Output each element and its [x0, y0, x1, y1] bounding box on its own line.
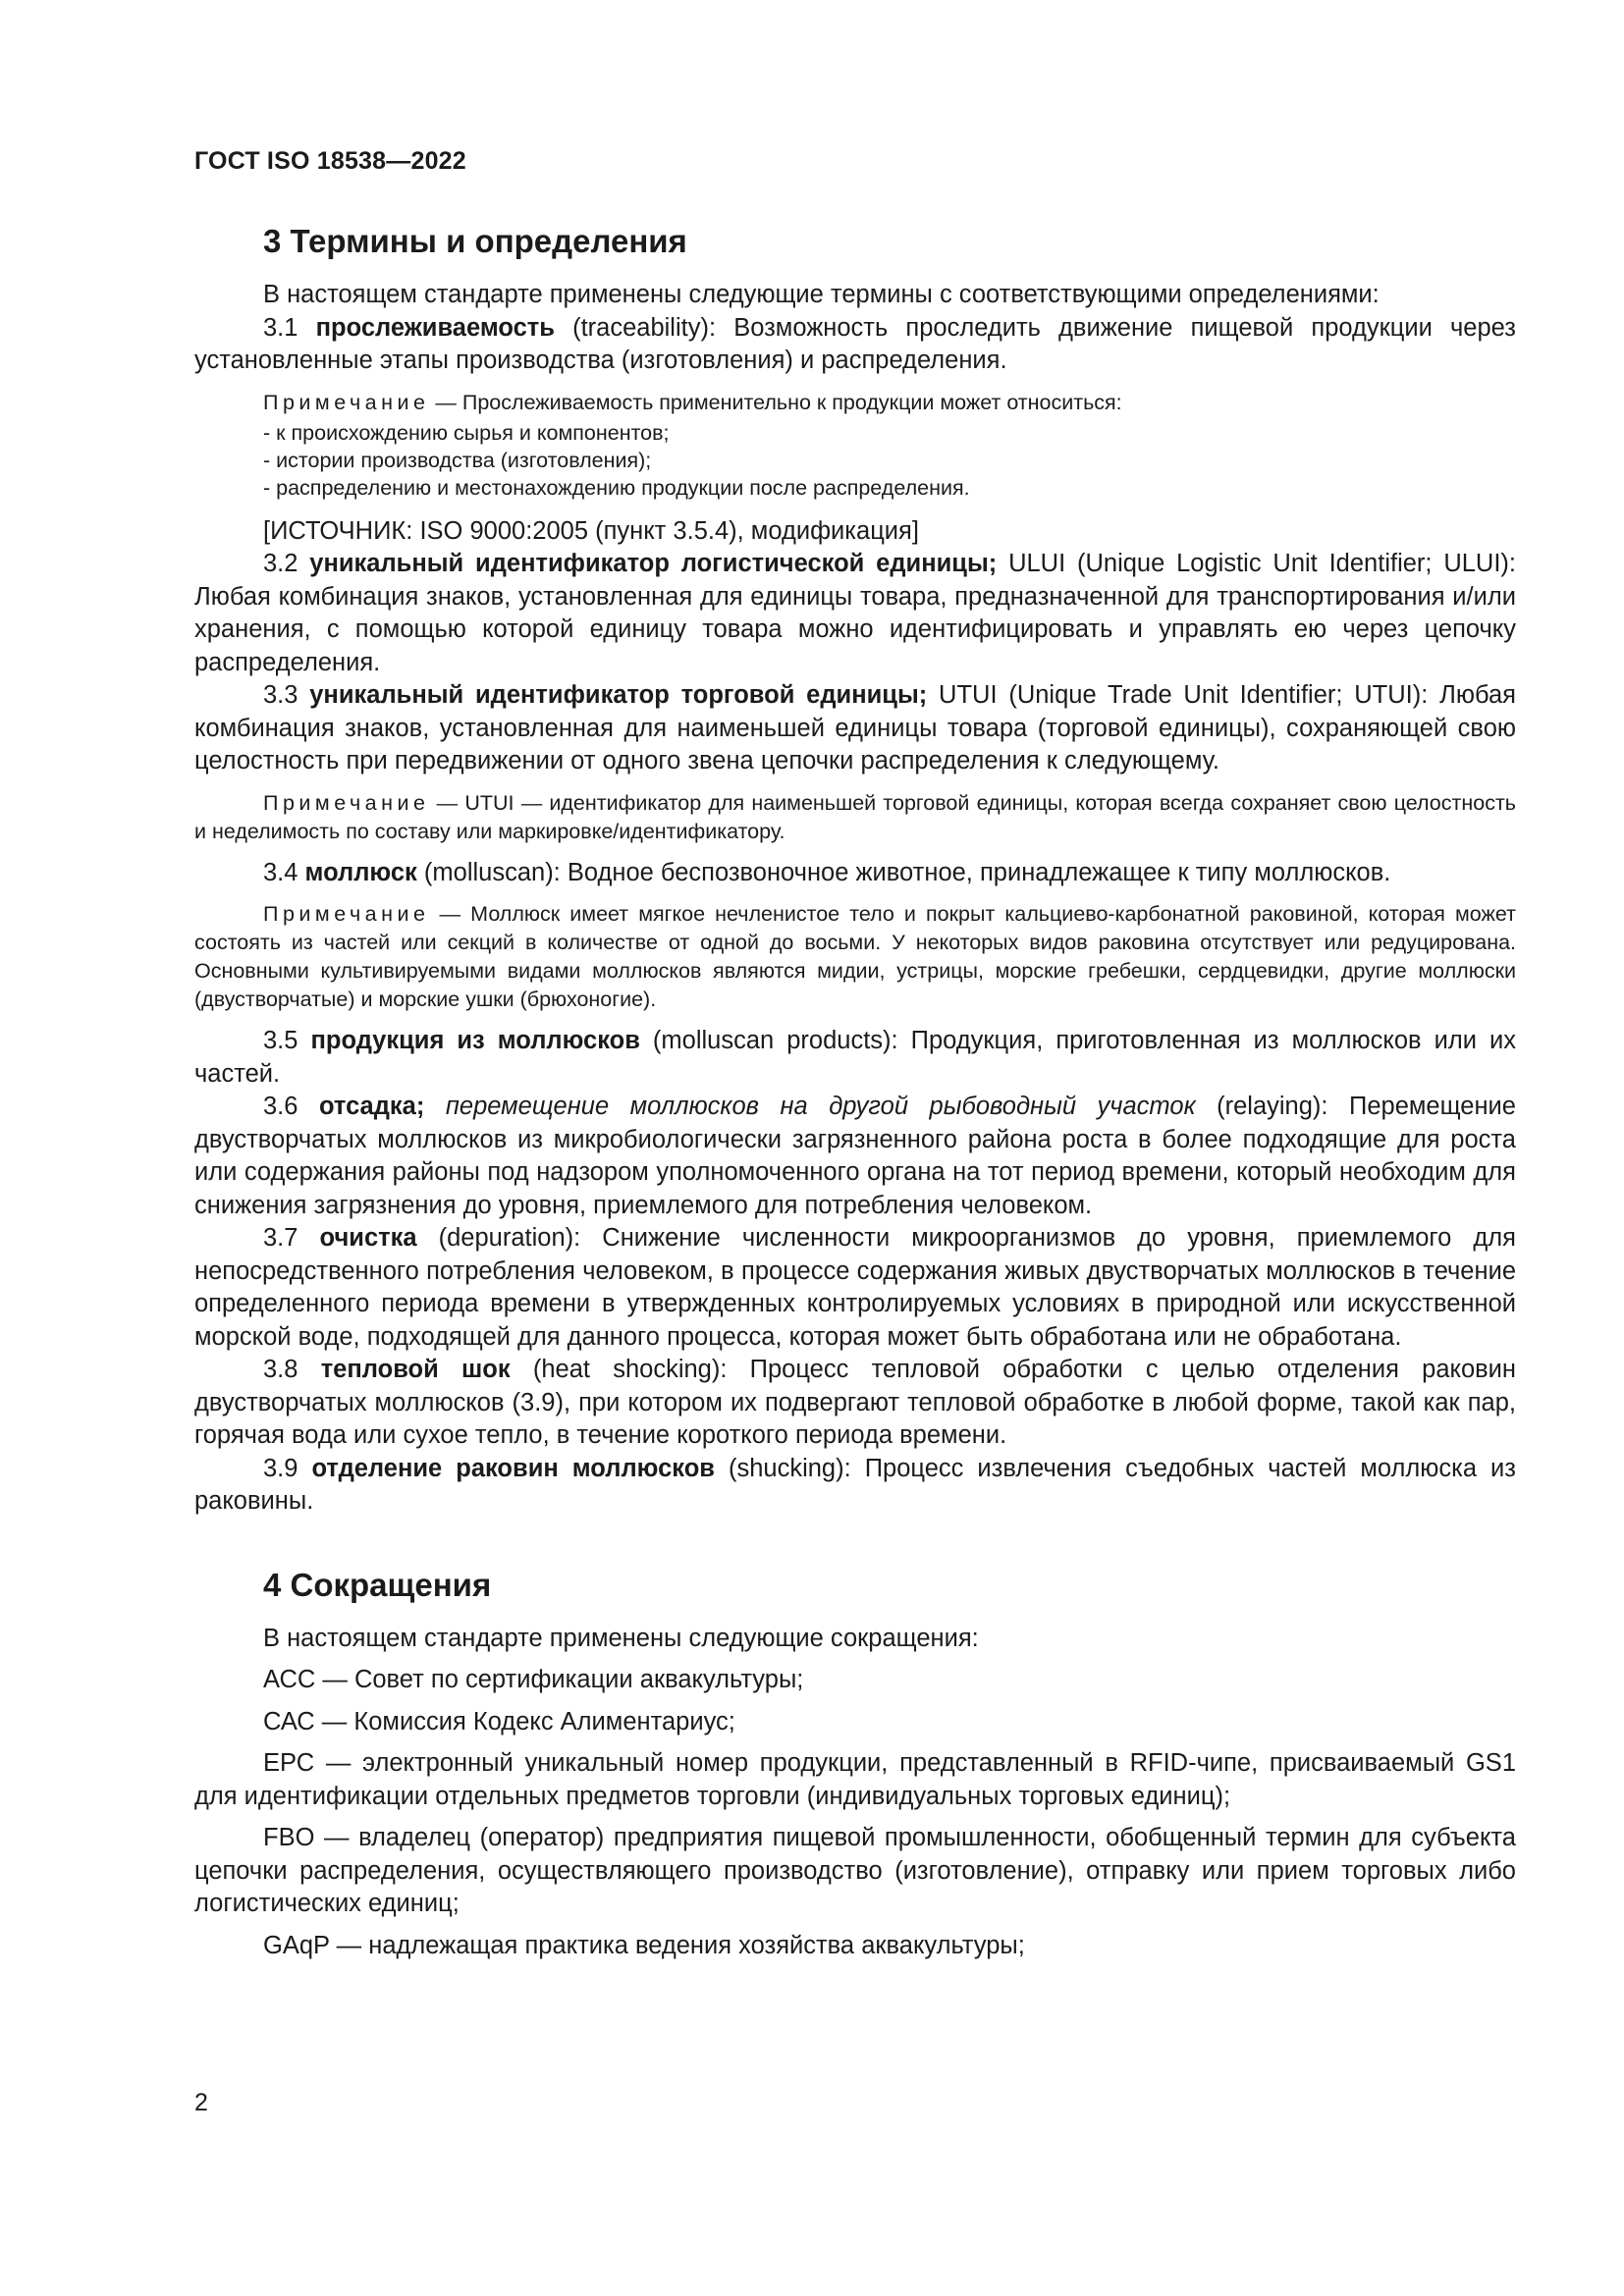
- term-name: отделение раковин моллюсков: [311, 1454, 715, 1482]
- term-3-8: [194, 1354, 1516, 1453]
- term-number: 3.6: [263, 1093, 319, 1120]
- abbreviation-item: GAqP — надлежащая практика ведения хозяйства аквакультуры;: [263, 1931, 1025, 1959]
- list-item: - к происхождению сырья и компонентов;: [263, 420, 670, 445]
- page-body: [194, 218, 1516, 1971]
- note-label: Примечание: [263, 902, 430, 926]
- term-definition: (shucking): Процесс извлечения съедобных частей моллюска из раковины.: [194, 1454, 1516, 1515]
- term-name: уникальный идентификатор логистической единицы;: [309, 550, 998, 577]
- note-3-1-list: [194, 419, 1516, 502]
- page-number: 2: [194, 2089, 208, 2116]
- term-number: 3.9: [263, 1454, 312, 1482]
- term-definition: (depuration): Снижение численности микроорганизмов до уровня, приемлемого для непосредственного потребления человеком, в процессе содержания живых двустворчатых моллюсков в течение определенного периода времени в утвержденных контролируемых условиях в природной или искусственной морской воде, подходящей для данного процесса, которая может быть обработана или не обработана.: [194, 1224, 1516, 1351]
- term-synonym: перемещение моллюсков на другой рыбоводный участок: [424, 1093, 1196, 1120]
- term-number: 3.2: [263, 550, 310, 577]
- term-name: продукция из моллюсков: [310, 1027, 640, 1054]
- term-name: моллюск: [304, 858, 417, 886]
- section-3-title: 3 Термины и определения: [263, 223, 687, 259]
- section-4-title: 4 Сокращения: [263, 1566, 492, 1603]
- section-4: [194, 1562, 1516, 1963]
- term-3-9: [194, 1453, 1516, 1519]
- term-definition: (relaying): Перемещение двустворчатых моллюсков из микробиологически загрязненного района роста в более подходящие для роста или содержания районы под надзором уполномоченного органа на тот период времени, который необходим для снижения загрязнения до уровня, приемлемого для потребления человеком.: [194, 1093, 1516, 1219]
- term-definition: (molluscan products): Продукция, приготовленная из моллюсков или их частей.: [194, 1027, 1516, 1088]
- note-3-4: [194, 900, 1516, 1014]
- note-label: Примечание: [263, 790, 430, 815]
- term-name: прослеживаемость: [315, 313, 555, 342]
- term-definition: (molluscan): Водное беспозвоночное животное, принадлежащее к типу моллюсков.: [416, 858, 1391, 886]
- note-3-3: [194, 789, 1516, 846]
- note-3-1: [194, 389, 1516, 417]
- term-name: очистка: [319, 1224, 417, 1252]
- term-number: 3.4: [263, 858, 305, 886]
- term-name: тепловой шок: [320, 1356, 511, 1383]
- term-number: 3.7: [263, 1224, 320, 1252]
- note-text: — Моллюск имеет мягкое нечленистое тело и покрыт кальциево-карбонатной раковиной, которая может состоять из частей или секций в количестве от одной до восьми. У некоторых видов раковина отсутствует или редуцирована. Основными культивируемыми видами моллюсков являются мидии, устрицы, морские гребешки, сердцевидки, другие моллюски (двустворчатые) и морские ушки (брюхоногие).: [194, 902, 1516, 1011]
- term-3-6: [194, 1091, 1516, 1222]
- term-definition: ULUI (Unique Logistic Unit Identifier; ULUI): Любая комбинация знаков, установленная для единицы товара, предназначенной для транспортирования и/или хранения, с помощью которой единицу товара можно идентифицировать и управлять ею через цепочку распределения.: [194, 550, 1516, 676]
- term-number: 3.1: [263, 313, 316, 342]
- term-definition: (traceability): Возможность проследить движение пищевой продукции через установленные этапы производства (изготовления) и распределения.: [194, 313, 1516, 374]
- list-item: - распределению и местонахождению продукции после распределения.: [263, 475, 970, 500]
- list-item: - истории производства (изготовления);: [263, 448, 652, 472]
- section-3-intro: В настоящем стандарте применены следующие термины с соответствующими определениями:: [263, 281, 1380, 308]
- term-3-3: [194, 679, 1516, 778]
- term-3-1: [194, 312, 1516, 378]
- abbreviation-item: FBO — владелец (оператор) предприятия пищевой промышленности, обобщенный термин для субъекта цепочки распределения, осуществляющего производство (изготовление), отправку или прием торговых либо логистических единиц;: [194, 1824, 1516, 1917]
- source-3-1: [ИСТОЧНИК: ISO 9000:2005 (пункт 3.5.4), модификация]: [263, 516, 919, 545]
- note-label: Примечание: [263, 390, 430, 414]
- term-3-5: [194, 1025, 1516, 1091]
- term-name: отсадка;: [318, 1093, 425, 1120]
- term-3-7: [194, 1222, 1516, 1354]
- abbreviation-item: ЕРС — электронный уникальный номер продукции, представленный в RFID-чипе, присваиваемый GS1 для идентификации отдельных предметов торговли (индивидуальных торговых единиц);: [194, 1749, 1516, 1810]
- term-number: 3.5: [263, 1027, 311, 1054]
- document-code: ГОСТ ISO 18538—2022: [194, 147, 466, 175]
- abbreviation-item: АСС — Совет по сертификации аквакультуры;: [263, 1666, 804, 1693]
- term-name: уникальный идентификатор торговой единицы;: [309, 681, 928, 709]
- term-3-2: [194, 548, 1516, 679]
- term-definition: UTUI (Unique Trade Unit Identifier; UTUI): Любая комбинация знаков, установленная для наименьшей единицы товара (торговой единицы), сохраняющей свою целостность при передвижении от одного звена цепочки распределения к следующему.: [194, 681, 1516, 774]
- term-3-4: [194, 857, 1516, 890]
- abbreviation-item: САС — Комиссия Кодекс Алиментариус;: [263, 1707, 735, 1735]
- note-text: — UTUI — идентификатор для наименьшей торговой единицы, которая всегда сохраняет свою целостность и неделимость по составу или маркировке/идентификатору.: [194, 790, 1516, 843]
- term-number: 3.8: [263, 1356, 321, 1383]
- term-number: 3.3: [263, 681, 310, 709]
- note-text: — Прослеживаемость применительно к продукции может относиться:: [429, 390, 1122, 414]
- term-definition: (heat shocking): Процесс тепловой обработки с целью отделения раковин двустворчатых моллюсков (3.9), при котором их подвергают тепловой обработке в любой форме, такой как пар, горячая вода или сухое тепло, в течение короткого периода времени.: [194, 1356, 1516, 1449]
- section-4-intro: В настоящем стандарте применены следующие сокращения:: [263, 1624, 979, 1652]
